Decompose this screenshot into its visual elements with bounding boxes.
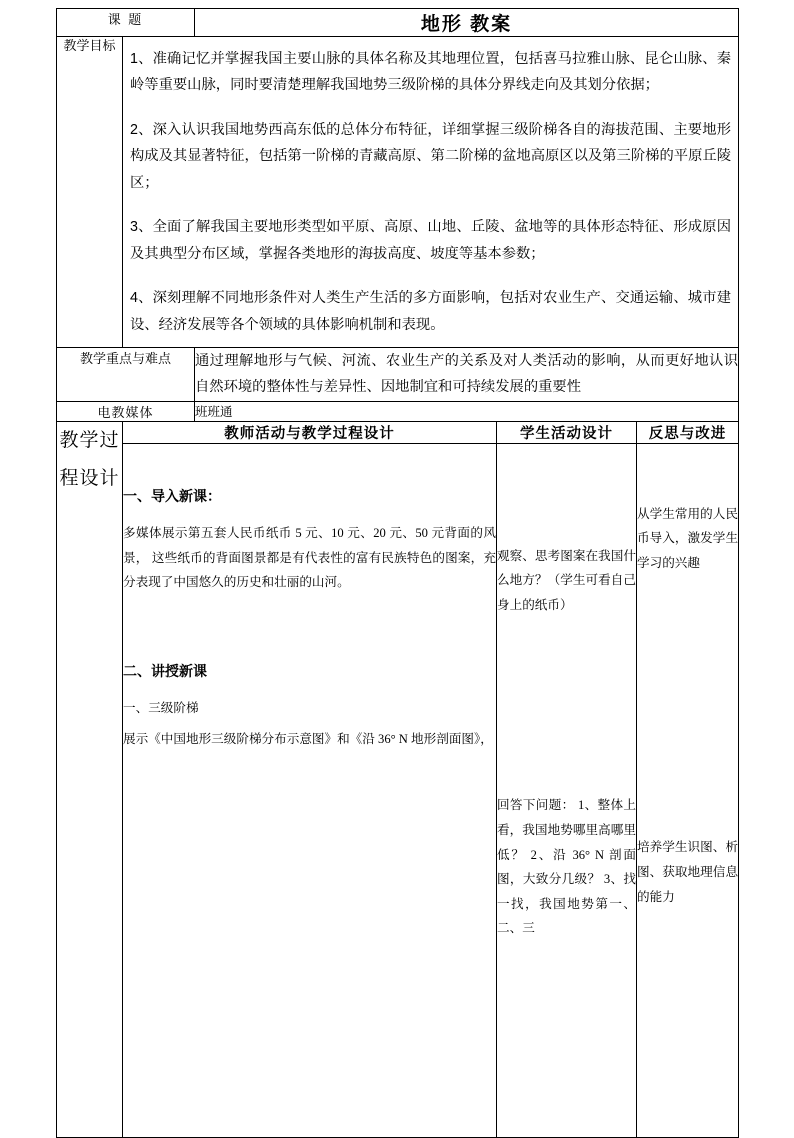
lesson-plan-table (56, 8, 739, 1138)
objective-item: 3、全面了解我国主要地形类型如平原、高原、山地、丘陵、盆地等的具体形态特征、形成原因及其典型分布区域，掌握各类地形的海拔高度、坡度等基本参数； (130, 219, 732, 262)
table-row-process-head (57, 421, 739, 443)
objectives-label: 教学目标 (57, 37, 123, 348)
key-points-label: 教学重点与难点 (57, 347, 195, 401)
process-side-label (57, 421, 123, 1137)
teacher-section2-title: 二、讲授新课 (123, 664, 207, 680)
teacher-section2-sub: 一、三级阶梯 (123, 701, 199, 716)
reflection-cell (637, 443, 739, 1137)
student-para-2: 回答下问题： 1、整体上看，我国地势哪里高哪里低？ 2、沿 36° N 剖面图，大致分几级？ 3、找一找，我国地势第一、二、三 (497, 798, 636, 936)
column-header-student: 学生活动设计 (497, 421, 637, 443)
objective-item: 1、准确记忆并掌握我国主要山脉的具体名称及其地理位置，包括喜马拉雅山脉、昆仑山脉、秦岭等重要山脉，同时要清楚理解我国地势三级阶梯的具体分界线走向及其划分依据； (130, 51, 732, 94)
reflection-para-2: 培养学生识图、析图、获取地理信息的能力 (637, 840, 739, 904)
page-title: 地形 教案 (195, 9, 739, 37)
teacher-section2-body: 展示《中国地形三级阶梯分布示意图》和《沿 36° N 地形剖面图》， (123, 731, 493, 746)
table-row-key-points (57, 347, 739, 401)
objective-item: 2、深入认识我国地势西高东低的总体分布特征，详细掌握三级阶梯各自的海拔范围、主要地形构成及其显著特征，包括第一阶梯的青藏高原、第二阶梯的盆地高原区以及第三阶梯的平原丘陵区； (130, 121, 732, 191)
teacher-activity-cell (123, 443, 497, 1137)
table-row-media (57, 401, 739, 421)
table-row-title (57, 9, 739, 37)
process-side-text: 教学过程设计 (59, 429, 120, 489)
objective-item: 4、深刻理解不同地形条件对人类生产生活的多方面影响，包括对农业生产、交通运输、城市建设、经济发展等各个领域的具体影响机制和表现。 (130, 290, 732, 333)
column-header-teacher: 教师活动与教学过程设计 (123, 421, 497, 443)
table-row-process-body (57, 443, 739, 1137)
subject-label: 课 题 (57, 9, 195, 37)
media-value: 班班通 (195, 401, 739, 421)
teacher-section1-title: 一、导入新课： (123, 489, 221, 505)
reflection-para-1: 从学生常用的人民币导入，激发学生学习的兴趣 (637, 506, 739, 570)
student-para-1: 观察、思考图案在我国什么地方？（学生可看自己身上的纸币） (497, 548, 636, 612)
teacher-section1-body: 多媒体展示第五套人民币纸币 5 元、10 元、20 元、50 元背面的风景， 这些纸币的背面图景都是有代表性的富有民族特色的图案，充分表现了中国悠久的历史和壮丽的山河。 (123, 526, 496, 590)
column-header-reflection: 反思与改进 (637, 421, 739, 443)
student-activity-cell (497, 443, 637, 1137)
objectives-cell (123, 37, 739, 348)
media-label: 电教媒体 (57, 401, 195, 421)
table-row-objectives (57, 37, 739, 348)
key-points-text: 通过理解地形与气候、河流、农业生产的关系及对人类活动的影响，从而更好地认识自然环境的整体性与差异性、因地制宜和可持续发展的重要性 (195, 347, 739, 401)
